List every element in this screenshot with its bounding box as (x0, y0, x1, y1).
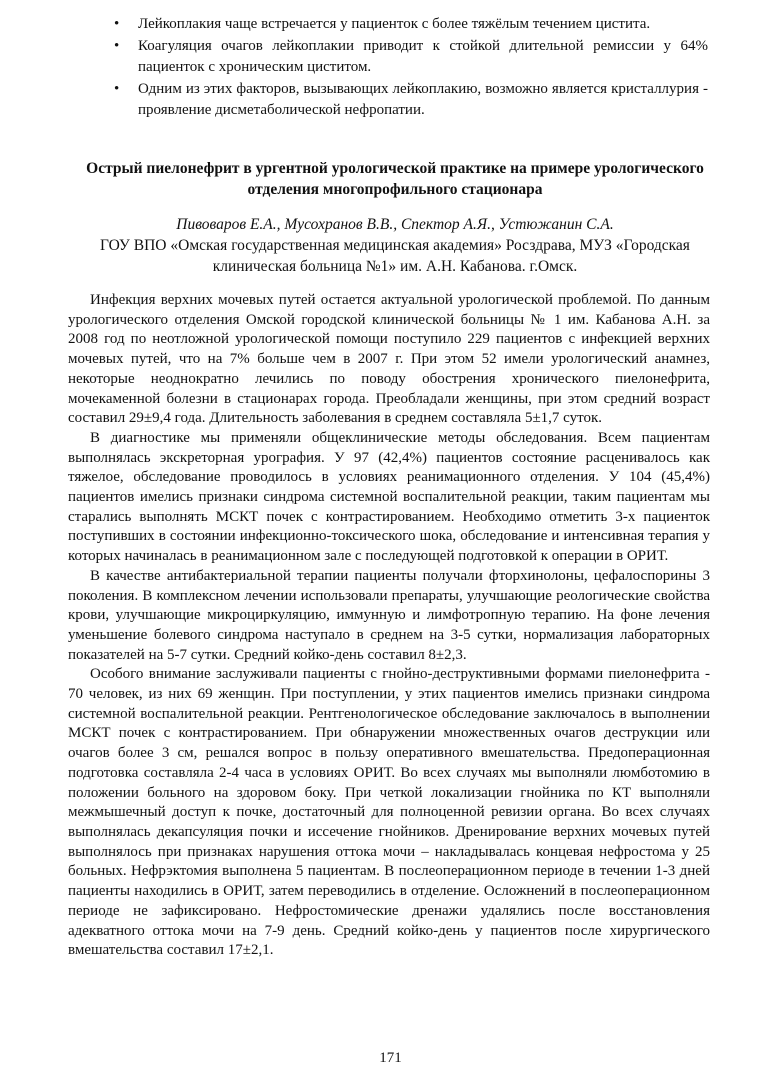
article-affiliation: ГОУ ВПО «Омская государственная медицинская академия» Росздрава, МУЗ «Городская клиническая больница №1» им. А.Н. Кабанова. г.Омск. (100, 237, 690, 275)
body-paragraph: В диагностике мы применяли общеклинические методы обследования. Всем пациентам выполнялась экскреторная урография. У 97 (42,4%) пациентов состояние расценивалось как тяжелое, обследование проводилось в условиях реанимационного отделения. У 104 (45,4%) пациентов имелись признаки синдрома системной воспалительной реакции, таким пациентам мы старались выполнять МСКТ почек с контрастированием. Необходимо отметить 3-х пациенток поступивших в состоянии инфекционно-токсического шока, обследование и интенсивная терапия у которых начиналась в реанимационном зале с последующей подготовкой к операции в ОРИТ. (68, 429, 710, 565)
body-paragraph: Особого внимание заслуживали пациенты с гнойно-деструктивными формами пиелонефрита - 70 человек, из них 69 женщин. При поступлении, у этих пациентов имелись признаки синдрома системной воспалительной реакции. Рентгенологическое обследование заключалось в выполнении МСКТ почек с контрастированием. При обнаружении множественных очагов деструкции или очагов более 3 см, решался вопрос в пользу оперативного вмешательства. Предоперационная подготовка составляла 2-4 часа в условиях ОРИТ. Во всех случаях мы выполняли люмботомию в положении больного на здоровом боку. При четкой локализации гнойника по КТ выполняли межмышечный доступ к почке, достаточный для полноценной ревизии органа. Во всех случаях выполнялась декапсуляция почки и иссечение гнойников. Дренирование верхних мочевых путей выполнялось при признаках нарушения оттока мочи – накладывалась концевая нефростома у 25 больных. Нефрэктомия выполнена 5 пациентам. В послеоперационном периоде в течении 1-3 дней пациенты находились в ОРИТ, затем переводились в отделение. Осложнений в послеоперационном периоде не зафиксировано. Нефростомические дренажи удалялись после восстановления адекватного оттока мочи на 7-9 день. Средний койко-день у пациентов после хирургического вмешательства составил 17±2,1. (68, 666, 710, 959)
article-title: Острый пиелонефрит в ургентной урологической практике на примере урологического отделения многопрофильного стационара (86, 160, 704, 198)
bullet-text: Коагуляция очагов лейкоплакии приводит к стойкой длительной ремиссии у 64% пациенток с хроническим циститом. (138, 38, 708, 75)
page-number: 171 (379, 1050, 402, 1066)
bullet-text: Одним из этих факторов, вызывающих лейкоплакию, возможно является кристаллурия - проявление дисметаболической нефропатии. (138, 81, 708, 118)
article-body (68, 291, 710, 961)
bullet-text: Лейкоплакия чаще встречается у пациенток с более тяжёлым течением цистита. (138, 16, 651, 32)
bullet-item (108, 36, 708, 78)
body-paragraph: В качестве антибактериальной терапии пациенты получали фторхинолоны, цефалоспорины 3 поколения. В комплексном лечении использовали препараты, улучшающие реологические свойства крови, улучшающие микроциркуляцию, иммунную и лимфотропную терапию. На фоне лечения уменьшение болевого синдрома наступало в среднем на 3-5 сутки, нормализация лабораторных показателей на 5-7 сутки. Средний койко-день составил 8±2,3. (68, 567, 710, 663)
bullet-icon: • (114, 16, 120, 32)
article-authors: Пивоваров Е.А., Мусохранов В.В., Спектор А.Я., Устюжанин С.А. (176, 216, 614, 233)
bullet-list (108, 14, 708, 122)
body-paragraph: Инфекция верхних мочевых путей остается актуальной урологической проблемой. По данным урологического отделения Омской городской клинической больницы № 1 им. Кабанова А.Н. за 2008 год по неотложной урологической помощи поступило 229 пациентов с инфекцией верхних мочевых путей, что на 7% больше чем в 2007 г. При этом 52 имели урологический анамнез, некоторые неоднократно лечились по поводу обострения хронического пиелонефрита, мочекаменной болезни в стационарах города. Преобладали женщины, при этом средний возраст составил 29±9,4 года. Длительность заболевания в среднем составляла 5±1,7 суток. (68, 292, 710, 427)
bullet-item (108, 14, 708, 35)
bullet-icon: • (114, 38, 120, 54)
bullet-icon: • (114, 81, 120, 97)
bullet-item (108, 79, 708, 121)
